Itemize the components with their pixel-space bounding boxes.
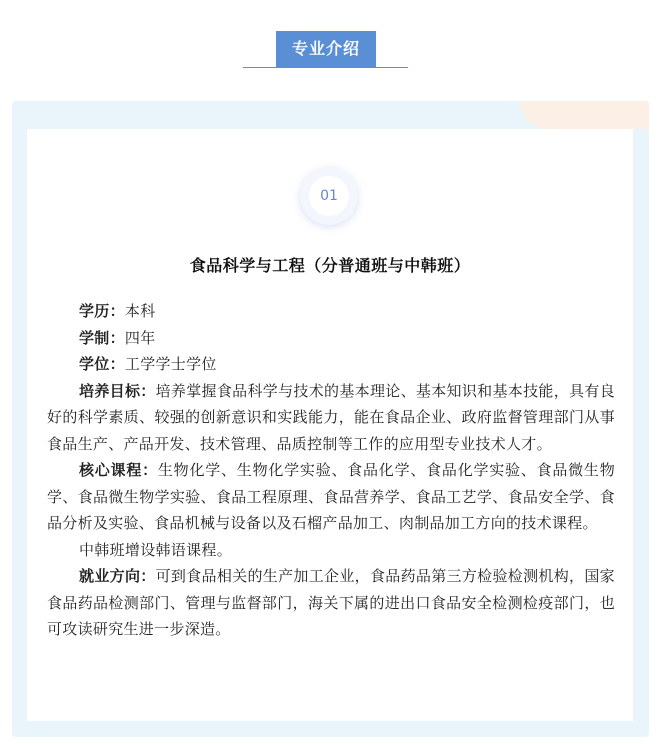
major-details — [47, 298, 615, 643]
education-label: 学历： — [79, 302, 125, 320]
major-title: 食品科学与工程（分普通班与中韩班） — [189, 256, 471, 275]
courses-paragraph — [47, 457, 615, 537]
section-header — [0, 0, 661, 80]
education-value: 本科 — [124, 302, 156, 320]
section-title-underline — [243, 67, 408, 68]
korean-note: 中韩班增设韩语课程。 — [79, 540, 233, 559]
number-badge-label: 01 — [309, 176, 349, 216]
degree-label: 学位： — [79, 355, 125, 373]
section-title-tag: 专业介绍 — [276, 31, 376, 67]
goal-text: 培养掌握食品科学与技术的基本理论、基本知识和基本技能，具有良好的科学素质、较强的创新意识和实践能力，能在食品企业、政府监督管理部门从事食品生产、产品开发、技术管理、品质控制等工作的应用型专业技术人才。 — [47, 381, 615, 453]
duration-value: 四年 — [124, 328, 156, 347]
courses-text: 生物化学、生物化学实验、食品化学、食品化学实验、食品微生物学、食品微生物学实验、食品工程原理、食品营养学、食品工艺学、食品安全学、食品分析及实验、食品机械与设备以及石榴产品加工、肉制品加工方向的技术课程。 — [47, 461, 615, 532]
courses-label: 核心课程： — [79, 461, 158, 479]
goal-label: 培养目标： — [79, 381, 156, 400]
goal-paragraph — [47, 378, 615, 458]
education-row — [47, 298, 615, 325]
number-badge — [300, 167, 358, 225]
corner-decoration — [520, 101, 649, 129]
career-paragraph — [47, 563, 615, 643]
career-text: 可到食品相关的生产加工企业，食品药品第三方检验检测机构，国家食品药品检测部门、管理与监督部门，海关下属的进出口食品安全检测检疫部门，也可攻读研究生进一步深造。 — [47, 567, 615, 638]
degree-value: 工学学士学位 — [124, 355, 217, 373]
duration-row — [47, 325, 615, 352]
degree-row — [47, 351, 615, 378]
career-label: 就业方向： — [79, 567, 156, 585]
duration-label: 学制： — [79, 328, 125, 347]
